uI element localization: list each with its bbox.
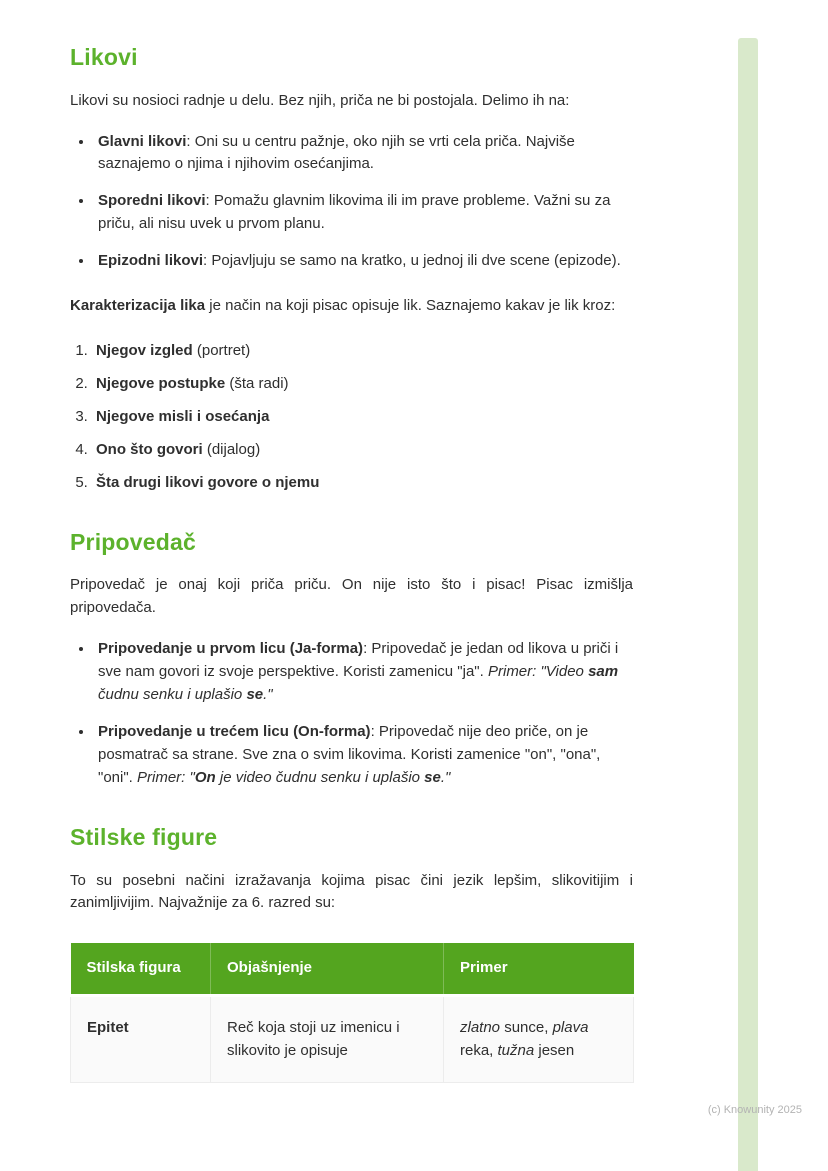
table-cell: Epitet xyxy=(71,996,211,1083)
list-item: • Glavni likovi: Oni su u centru pažnje, oko njih se vrti cela priča. Najviše saznajemo o njima i njihovim osećanjima. xyxy=(94,131,633,177)
table-cell: Reč koja stoji uz imenicu i slikovito je opisuje xyxy=(211,996,444,1083)
list-item: 2. Njegove postupke (šta radi) xyxy=(92,373,633,396)
list-item: • Pripovedanje u prvom licu (Ja-forma): Pripovedač je jedan od likova u priči i sve nam govori iz svoje perspektive. Koristi zamenicu "ja". Primer: "Video sam čudnu senku i uplašio se." xyxy=(94,638,633,707)
list-item: 3. Njegove misli i osećanja xyxy=(92,406,633,429)
pripovedac-intro-paragraph: Pripovedač je onaj koji priča priču. On nije isto što i pisac! Pisac izmišlja pripovedača. xyxy=(70,576,633,617)
list-item: • Pripovedanje u trećem licu (On-forma): Pripovedač nije deo priče, on je posmatrač sa strane. Sve zna o svim likovima. Koristi zamenice "on", "ona", "oni". Primer: "On je video čudnu senku i uplašio se." xyxy=(94,721,633,790)
table-row xyxy=(71,996,634,1083)
stilske-figure-table xyxy=(70,943,634,1083)
document-content xyxy=(70,30,633,1083)
section-heading-likovi: Likovi xyxy=(70,44,138,70)
table-header-cell: Primer xyxy=(444,943,634,995)
list-item: 4. Ono što govori (dijalog) xyxy=(92,439,633,462)
karakterizacija-paragraph: Karakterizacija lika je način na koji pisac opisuje lik. Saznajemo kakav je lik kroz: xyxy=(70,297,616,315)
stilske-intro-paragraph: To su posebni načini izražavanja kojima pisac čini jezik lepšim, slikovitijim i zanimljivijim. Najvažnije za 6. razred su: xyxy=(70,871,633,912)
list-item: 5. Šta drugi likovi govore o njemu xyxy=(92,472,633,495)
likovi-intro-paragraph: Likovi su nosioci radnje u delu. Bez njih, priča ne bi postojala. Delimo ih na: xyxy=(70,91,570,109)
list-item: 1. Njegov izgled (portret) xyxy=(92,340,633,363)
section-heading-stilske-figure: Stilske figure xyxy=(70,823,218,850)
karakterizacija-numbered-list xyxy=(70,340,633,495)
page-edge-stripe xyxy=(738,38,758,1171)
likovi-bullet-list xyxy=(70,131,633,274)
list-item: • Epizodni likovi: Pojavljuju se samo na kratko, u jednoj ili dve scene (epizode). xyxy=(94,250,633,273)
list-item: • Sporedni likovi: Pomažu glavnim likovima ili im prave probleme. Važni su za priču, ali nisu uvek u prvom planu. xyxy=(94,190,633,236)
pripovedac-bullet-list xyxy=(70,638,633,790)
watermark: (c) Knowunity 2025 xyxy=(707,1104,802,1117)
table-header-row xyxy=(71,943,634,995)
table-cell: zlatno sunce, plava reka, tužna jesen xyxy=(444,996,634,1083)
section-heading-pripovedac: Pripovedač xyxy=(70,528,196,555)
table-header-cell: Stilska figura xyxy=(71,943,211,995)
table-header-cell: Objašnjenje xyxy=(211,943,444,995)
